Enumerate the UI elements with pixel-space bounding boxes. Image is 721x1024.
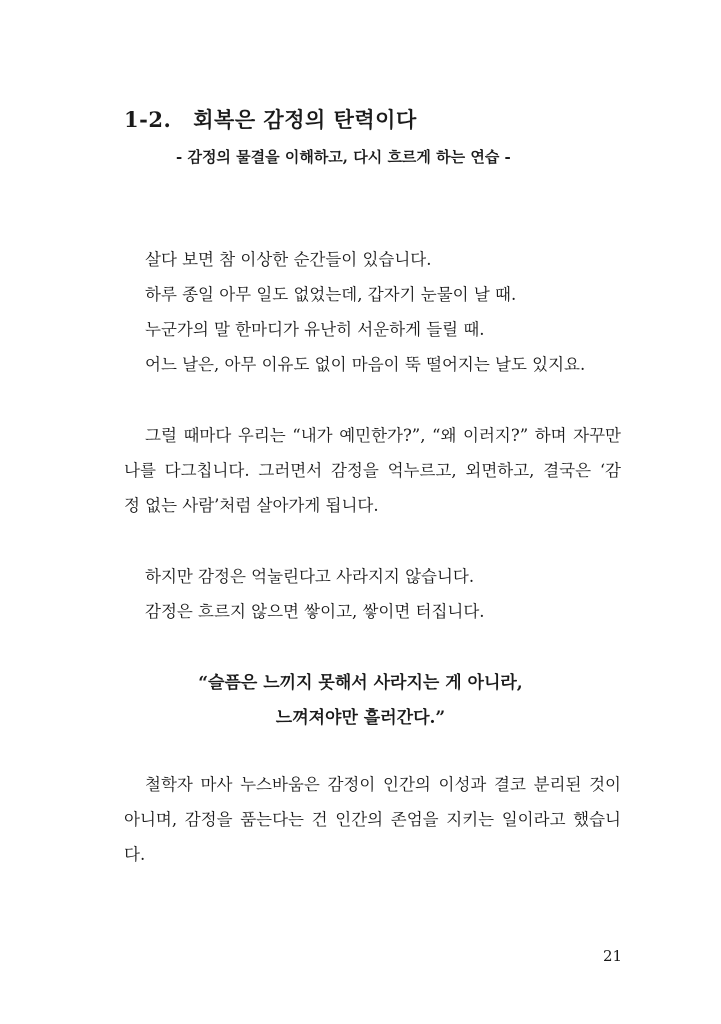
quote-line-1: “슬픔은 느끼지 못해서 사라지는 게 아니라, [198,673,523,693]
chapter-subtitle: - 감정의 물결을 이해하고, 다시 흐르게 하는 연습 - [176,148,511,166]
paragraph-1-line-2: 하루 종일 아무 일도 없었는데, 갑자기 눈물이 날 때. [145,285,517,304]
page-number: 21 [603,947,623,965]
paragraph-4-line-2: 아니며, 감정을 품는다는 건 인간의 존엄을 지키는 일이라고 했습니 [124,810,621,829]
quote-line-2: 느껴져야만 흘러간다.” [275,708,446,728]
paragraph-2-line-1: 그럴 때마다 우리는 “내가 예민한가?”, “왜 이러지?” 하며 자꾸만 [145,426,621,445]
paragraph-4-line-3: 다. [124,845,146,864]
paragraph-2-line-3: 정 없는 사람’처럼 살아가게 됩니다. [124,496,379,515]
paragraph-3-line-2: 감정은 흐르지 않으면 쌓이고, 쌓이면 터집니다. [145,602,485,621]
paragraph-4-line-1: 철학자 마사 누스바움은 감정이 인간의 이성과 결코 분리된 것이 [145,775,621,794]
paragraph-2-line-2: 나를 다그칩니다. 그러면서 감정을 억누르고, 외면하고, 결국은 ‘감 [124,461,621,480]
paragraph-1-line-3: 누군가의 말 한마디가 유난히 서운하게 들릴 때. [145,320,485,339]
chapter-heading [124,104,417,134]
chapter-number: 1-2. [124,107,172,132]
paragraph-3-line-1: 하지만 감정은 억눌린다고 사라지지 않습니다. [145,567,475,586]
paragraph-1-line-1: 살다 보면 참 이상한 순간들이 있습니다. [145,250,432,269]
chapter-title: 회복은 감정의 탄력이다 [193,107,417,132]
paragraph-1-line-4: 어느 날은, 아무 이유도 없이 마음이 뚝 떨어지는 날도 있지요. [145,355,586,374]
